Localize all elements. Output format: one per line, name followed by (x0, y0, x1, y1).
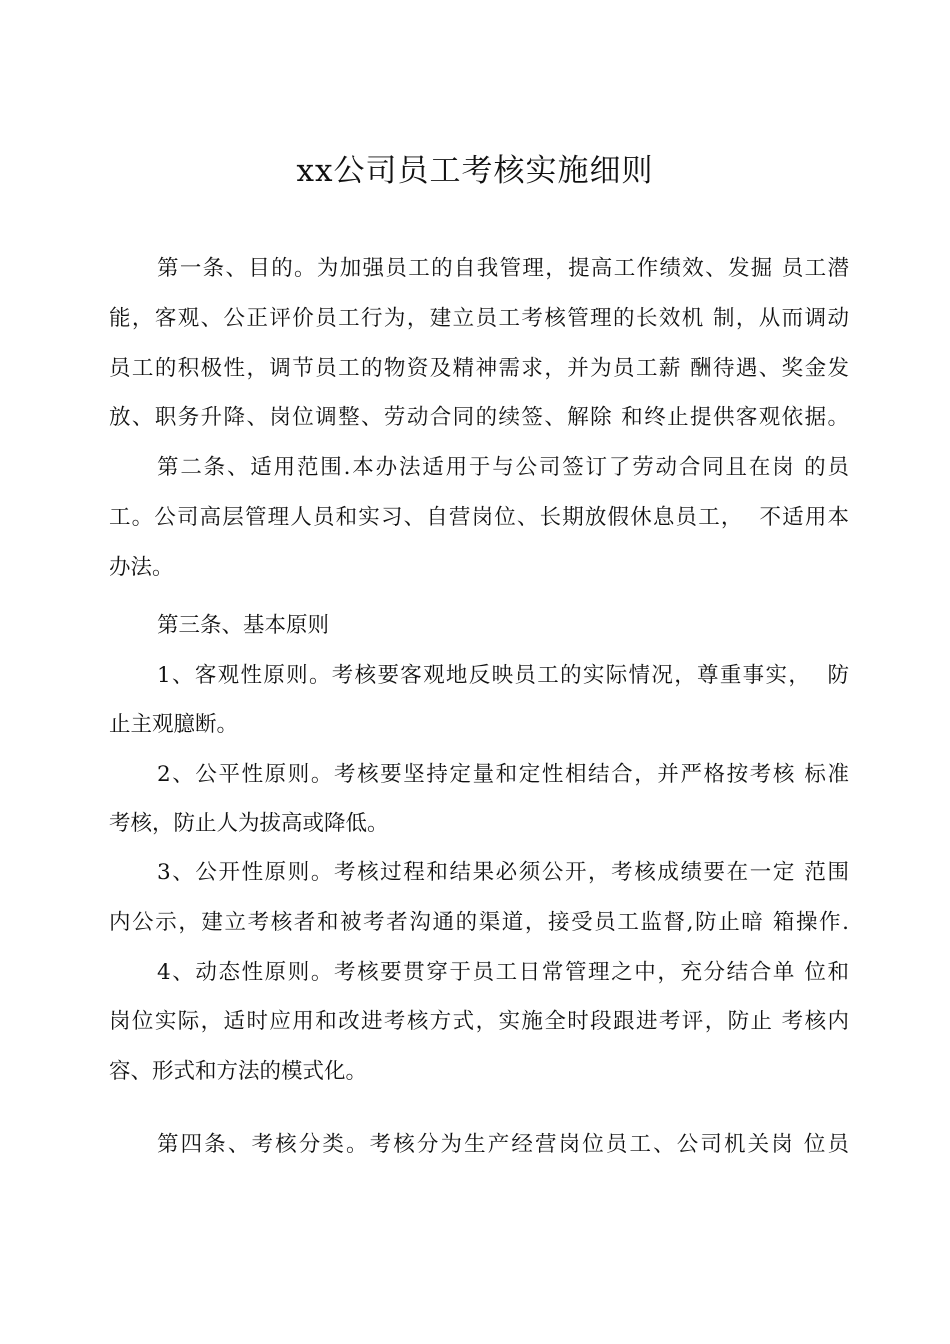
paragraph-line: 内公示，建立考核者和被考者沟通的渠道，接受员工监督,防止暗 箱操作. (109, 910, 849, 935)
paragraph-line: 止主观臆断。 (109, 712, 239, 737)
paragraph-line: 2、公平性原则。考核要坚持定量和定性相结合，并严格按考核 标准 (157, 762, 849, 787)
paragraph-line: 容、形式和方法的模式化。 (109, 1059, 368, 1084)
section-heading: 第三条、基本原则 (157, 613, 330, 638)
paragraph-line: 第四条、考核分类。考核分为生产经营岗位员工、公司机关岗 位员 (157, 1132, 849, 1157)
paragraph-line: 第二条、适用范围.本办法适用于与公司签订了劳动合同且在岗 的员 (157, 455, 849, 480)
paragraph-line: 1、客观性原则。考核要客观地反映员工的实际情况，尊重事实， 防 (157, 663, 849, 688)
paragraph-line: 放、职务升降、岗位调整、劳动合同的续签、解除 和终止提供客观依据。 (109, 405, 849, 430)
paragraph-line: 办法。 (109, 555, 174, 580)
paragraph-line: 工。公司高层管理人员和实习、自营岗位、长期放假休息员工， 不适用本 (109, 505, 849, 530)
document-title: xx公司员工考核实施细则 (296, 153, 654, 189)
paragraph-line: 4、动态性原则。考核要贯穿于员工日常管理之中，充分结合单 位和 (157, 960, 849, 985)
paragraph-line: 考核，防止人为拔高或降低。 (109, 811, 389, 836)
paragraph-line: 第一条、目的。为加强员工的自我管理，提高工作绩效、发掘 员工潜 (157, 256, 849, 281)
paragraph-line: 岗位实际，适时应用和改进考核方式，实施全时段跟进考评，防止 考核内 (109, 1009, 849, 1034)
paragraph-line: 能，客观、公正评价员工行为，建立员工考核管理的长效机 制，从而调动 (109, 306, 849, 331)
paragraph-line: 3、公开性原则。考核过程和结果必须公开，考核成绩要在一定 范围 (157, 860, 849, 885)
paragraph-line: 员工的积极性，调节员工的物资及精神需求，并为员工薪 酬待遇、奖金发 (109, 356, 849, 381)
